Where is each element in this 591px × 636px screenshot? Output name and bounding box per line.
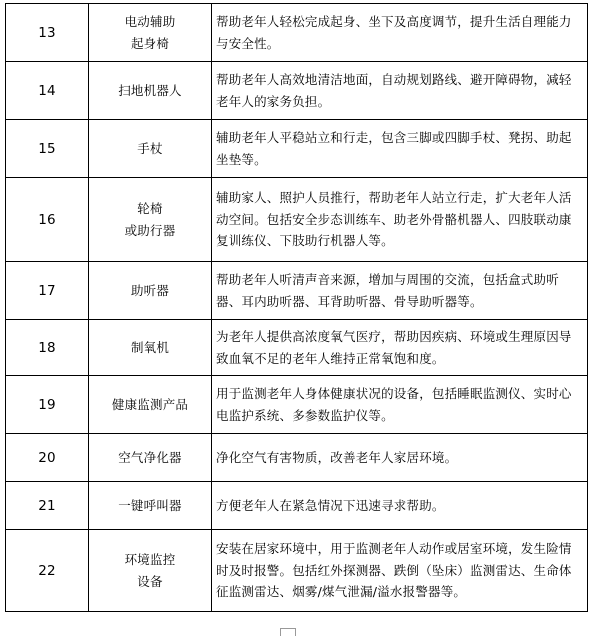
product-name: 助听器 [89, 262, 212, 320]
row-number: 18 [6, 320, 89, 376]
table-row [6, 62, 588, 120]
product-name: 制氧机 [89, 320, 212, 376]
product-name: 健康监测产品 [89, 376, 212, 434]
product-name: 空气净化器 [89, 434, 212, 482]
product-description: 帮助老年人高效地清洁地面，自动规划路线、避开障碍物，减轻老年人的家务负担。 [212, 62, 588, 120]
table-row [6, 178, 588, 262]
product-description: 安装在居家环境中，用于监测老年人动作或居室环境，发生险情时及时报警。包括红外探测器、跌倒（坠床）监测雷达、生命体征监测雷达、烟雾/煤气泄漏/溢水报警器等。 [212, 530, 588, 612]
row-number: 19 [6, 376, 89, 434]
row-number: 15 [6, 120, 89, 178]
table-row [6, 4, 588, 62]
table-row [6, 376, 588, 434]
row-number: 13 [6, 4, 89, 62]
product-description: 辅助家人、照护人员推行，帮助老年人站立行走，扩大老年人活动空间。包括安全步态训练车、助老外骨骼机器人、四肢联动康复训练仪、下肢助行机器人等。 [212, 178, 588, 262]
product-name: 手杖 [89, 120, 212, 178]
product-name: 一键呼叫器 [89, 482, 212, 530]
product-description: 辅助老年人平稳站立和行走，包含三脚或四脚手杖、凳拐、助起坐垫等。 [212, 120, 588, 178]
assistive-products-table [5, 3, 588, 612]
table-row [6, 120, 588, 178]
table-row [6, 530, 588, 612]
row-number: 17 [6, 262, 89, 320]
product-name: 环境监控 设备 [89, 530, 212, 612]
product-description: 用于监测老年人身体健康状况的设备，包括睡眠监测仪、实时心电监护系统、多参数监护仪等。 [212, 376, 588, 434]
product-name: 电动辅助 起身椅 [89, 4, 212, 62]
row-number: 14 [6, 62, 89, 120]
row-number: 20 [6, 434, 89, 482]
row-number: 22 [6, 530, 89, 612]
table-row [6, 434, 588, 482]
product-description: 方便老年人在紧急情况下迅速寻求帮助。 [212, 482, 588, 530]
product-description: 为老年人提供高浓度氧气医疗，帮助因疾病、环境或生理原因导致血氧不足的老年人维持正常氧饱和度。 [212, 320, 588, 376]
product-name: 扫地机器人 [89, 62, 212, 120]
product-description: 帮助老年人听清声音来源，增加与周围的交流，包括盒式助听器、耳内助听器、耳背助听器、骨导助听器等。 [212, 262, 588, 320]
product-description: 帮助老年人轻松完成起身、坐下及高度调节，提升生活自理能力与安全性。 [212, 4, 588, 62]
row-number: 16 [6, 178, 89, 262]
product-name: 轮椅 或助行器 [89, 178, 212, 262]
product-description: 净化空气有害物质，改善老年人家居环境。 [212, 434, 588, 482]
table-row [6, 482, 588, 530]
row-number: 21 [6, 482, 89, 530]
table-row [6, 320, 588, 376]
table-row [6, 262, 588, 320]
